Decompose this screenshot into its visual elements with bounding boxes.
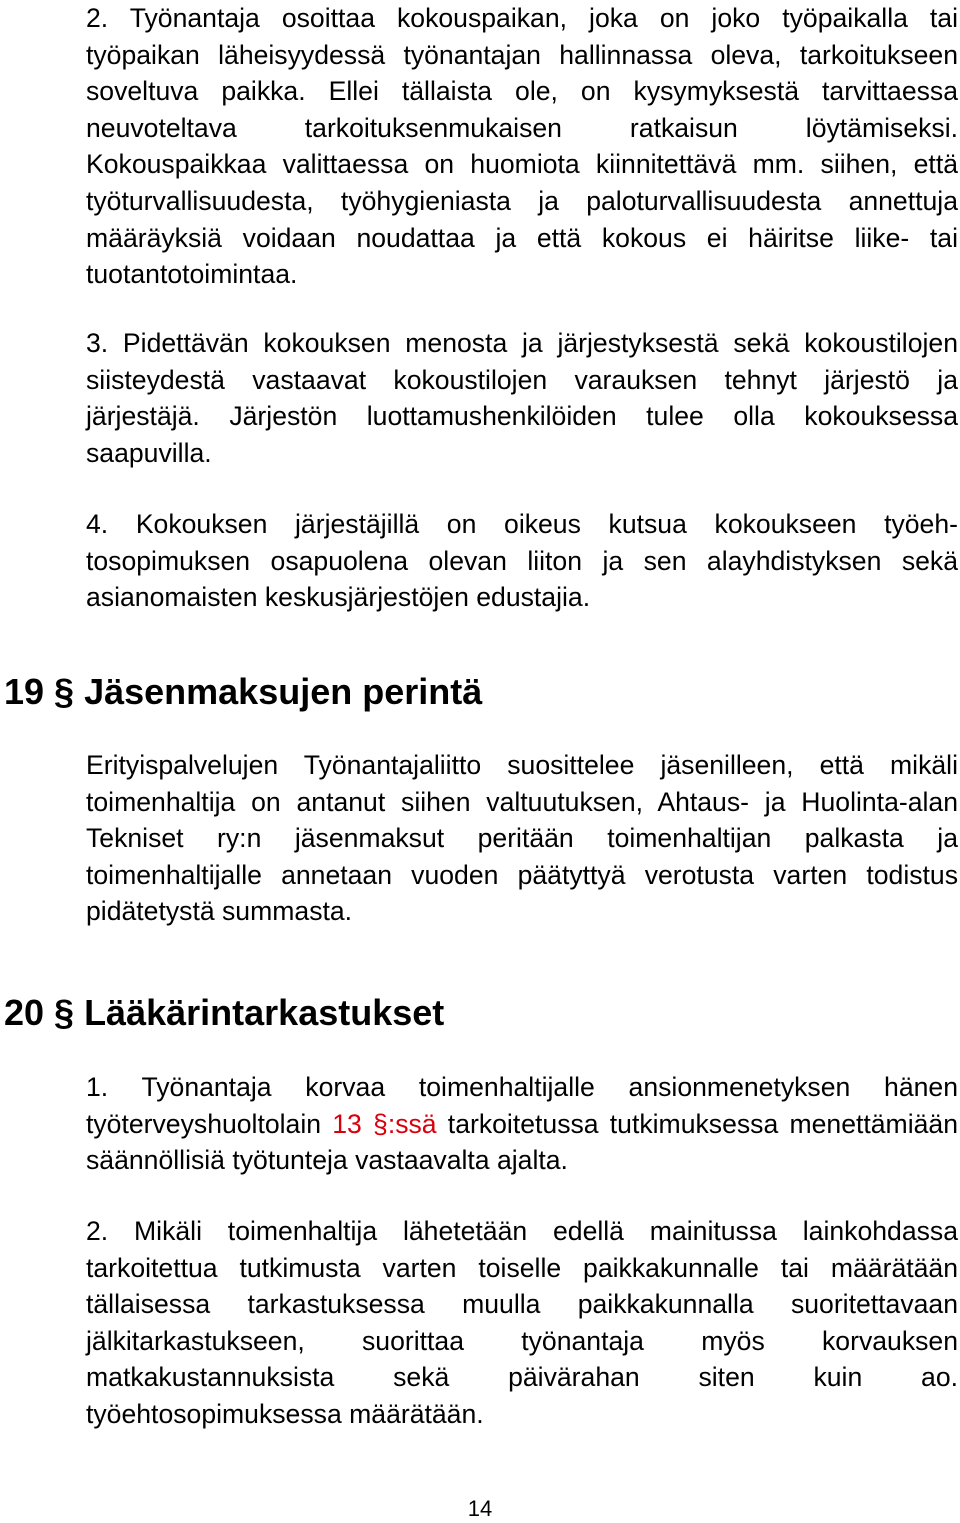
section-18-paragraph-4: 4. Kokouksen järjestäjillä on oikeus kutsua kokoukseen työehtosopimuksen osapuolena olevan liiton ja sen alayhdistyksen sekä asianomaisten keskusjärjestöjen edustajia. bbox=[86, 509, 958, 613]
paragraph-1-text-end: tarkoitetussa tutkimuksessa menettämiään säännöllisiä työtunteja vastaavalta ajalta. bbox=[86, 1108, 958, 1176]
law-section-reference-link[interactable]: 13 §:ssä bbox=[332, 1108, 437, 1139]
section-18-paragraph-3: 3. Pidettävän kokouksen menosta ja järjestyksestä sekä kokoustilojen siisteydestä vastaavat kokoustilojen varauksen tehnyt järjestö ja järjestäjä. Järjestön luottamushenkilöiden tulee olla kokouksessa saapuvilla. bbox=[86, 328, 958, 468]
section-20-paragraph-1 bbox=[86, 1069, 958, 1179]
page-number: 14 bbox=[467, 1496, 493, 1521]
paragraph-1-text-start: 1. Työnantaja korvaa toimenhaltijalle ansionmenetyksen hänen työterveyshuoltolain bbox=[86, 1072, 958, 1139]
section-18-paragraph-2: 2. Työnantaja osoittaa kokouspaikan, joka on joko työpaikalla tai työpaikan läheisyydessä työnantajan hallinnassa oleva, tarkoitukseen soveltuva paikka. Ellei tällaista ole, on kysymyksestä tarvittaessa neuvoteltava tarkoituksenmukaisen ratkaisun löytämiseksi. Kokouspaikkaa valittaessa on huomiota kiinnitettävä mm. siihen, että työturvallisuudesta, työhygieniasta ja paloturvallisuudesta annettuja määräyksiä voidaan noudattaa ja että kokous ei häiritse liike- tai tuotantotoimintaa. bbox=[86, 3, 958, 290]
section-20-heading: 20 § Lääkärintarkastukset bbox=[4, 992, 445, 1033]
section-19-paragraph: Erityispalvelujen Työnantajaliitto suosittelee jäsenilleen, että mikäli toimenhaltija on antanut siihen valtuutuksen, Ahtaus- ja Huolinta-alan Tekniset ry:n jäsenmaksut peritään toimenhaltijan palkasta ja toimenhaltijalle annetaan vuoden päätyttyä verotusta varten todistus pidätetystä summasta. bbox=[86, 750, 958, 927]
section-20-paragraph-2: 2. Mikäli toimenhaltija lähetetään edellä mainitussa lainkohdassa tarkoitettua tutkimusta varten toiselle paikkakunnalle tai määrätään tällaisessa tarkastuksessa muulla paikkakunnalla suoritettavaan jälkitarkastukseen, suorittaa työnantaja myös korvauksen matkakustannuksista sekä päivärahan siten kuin ao. työehtosopimuksessa määrätään. bbox=[86, 1216, 958, 1429]
section-19-heading: 19 § Jäsenmaksujen perintä bbox=[4, 671, 483, 712]
